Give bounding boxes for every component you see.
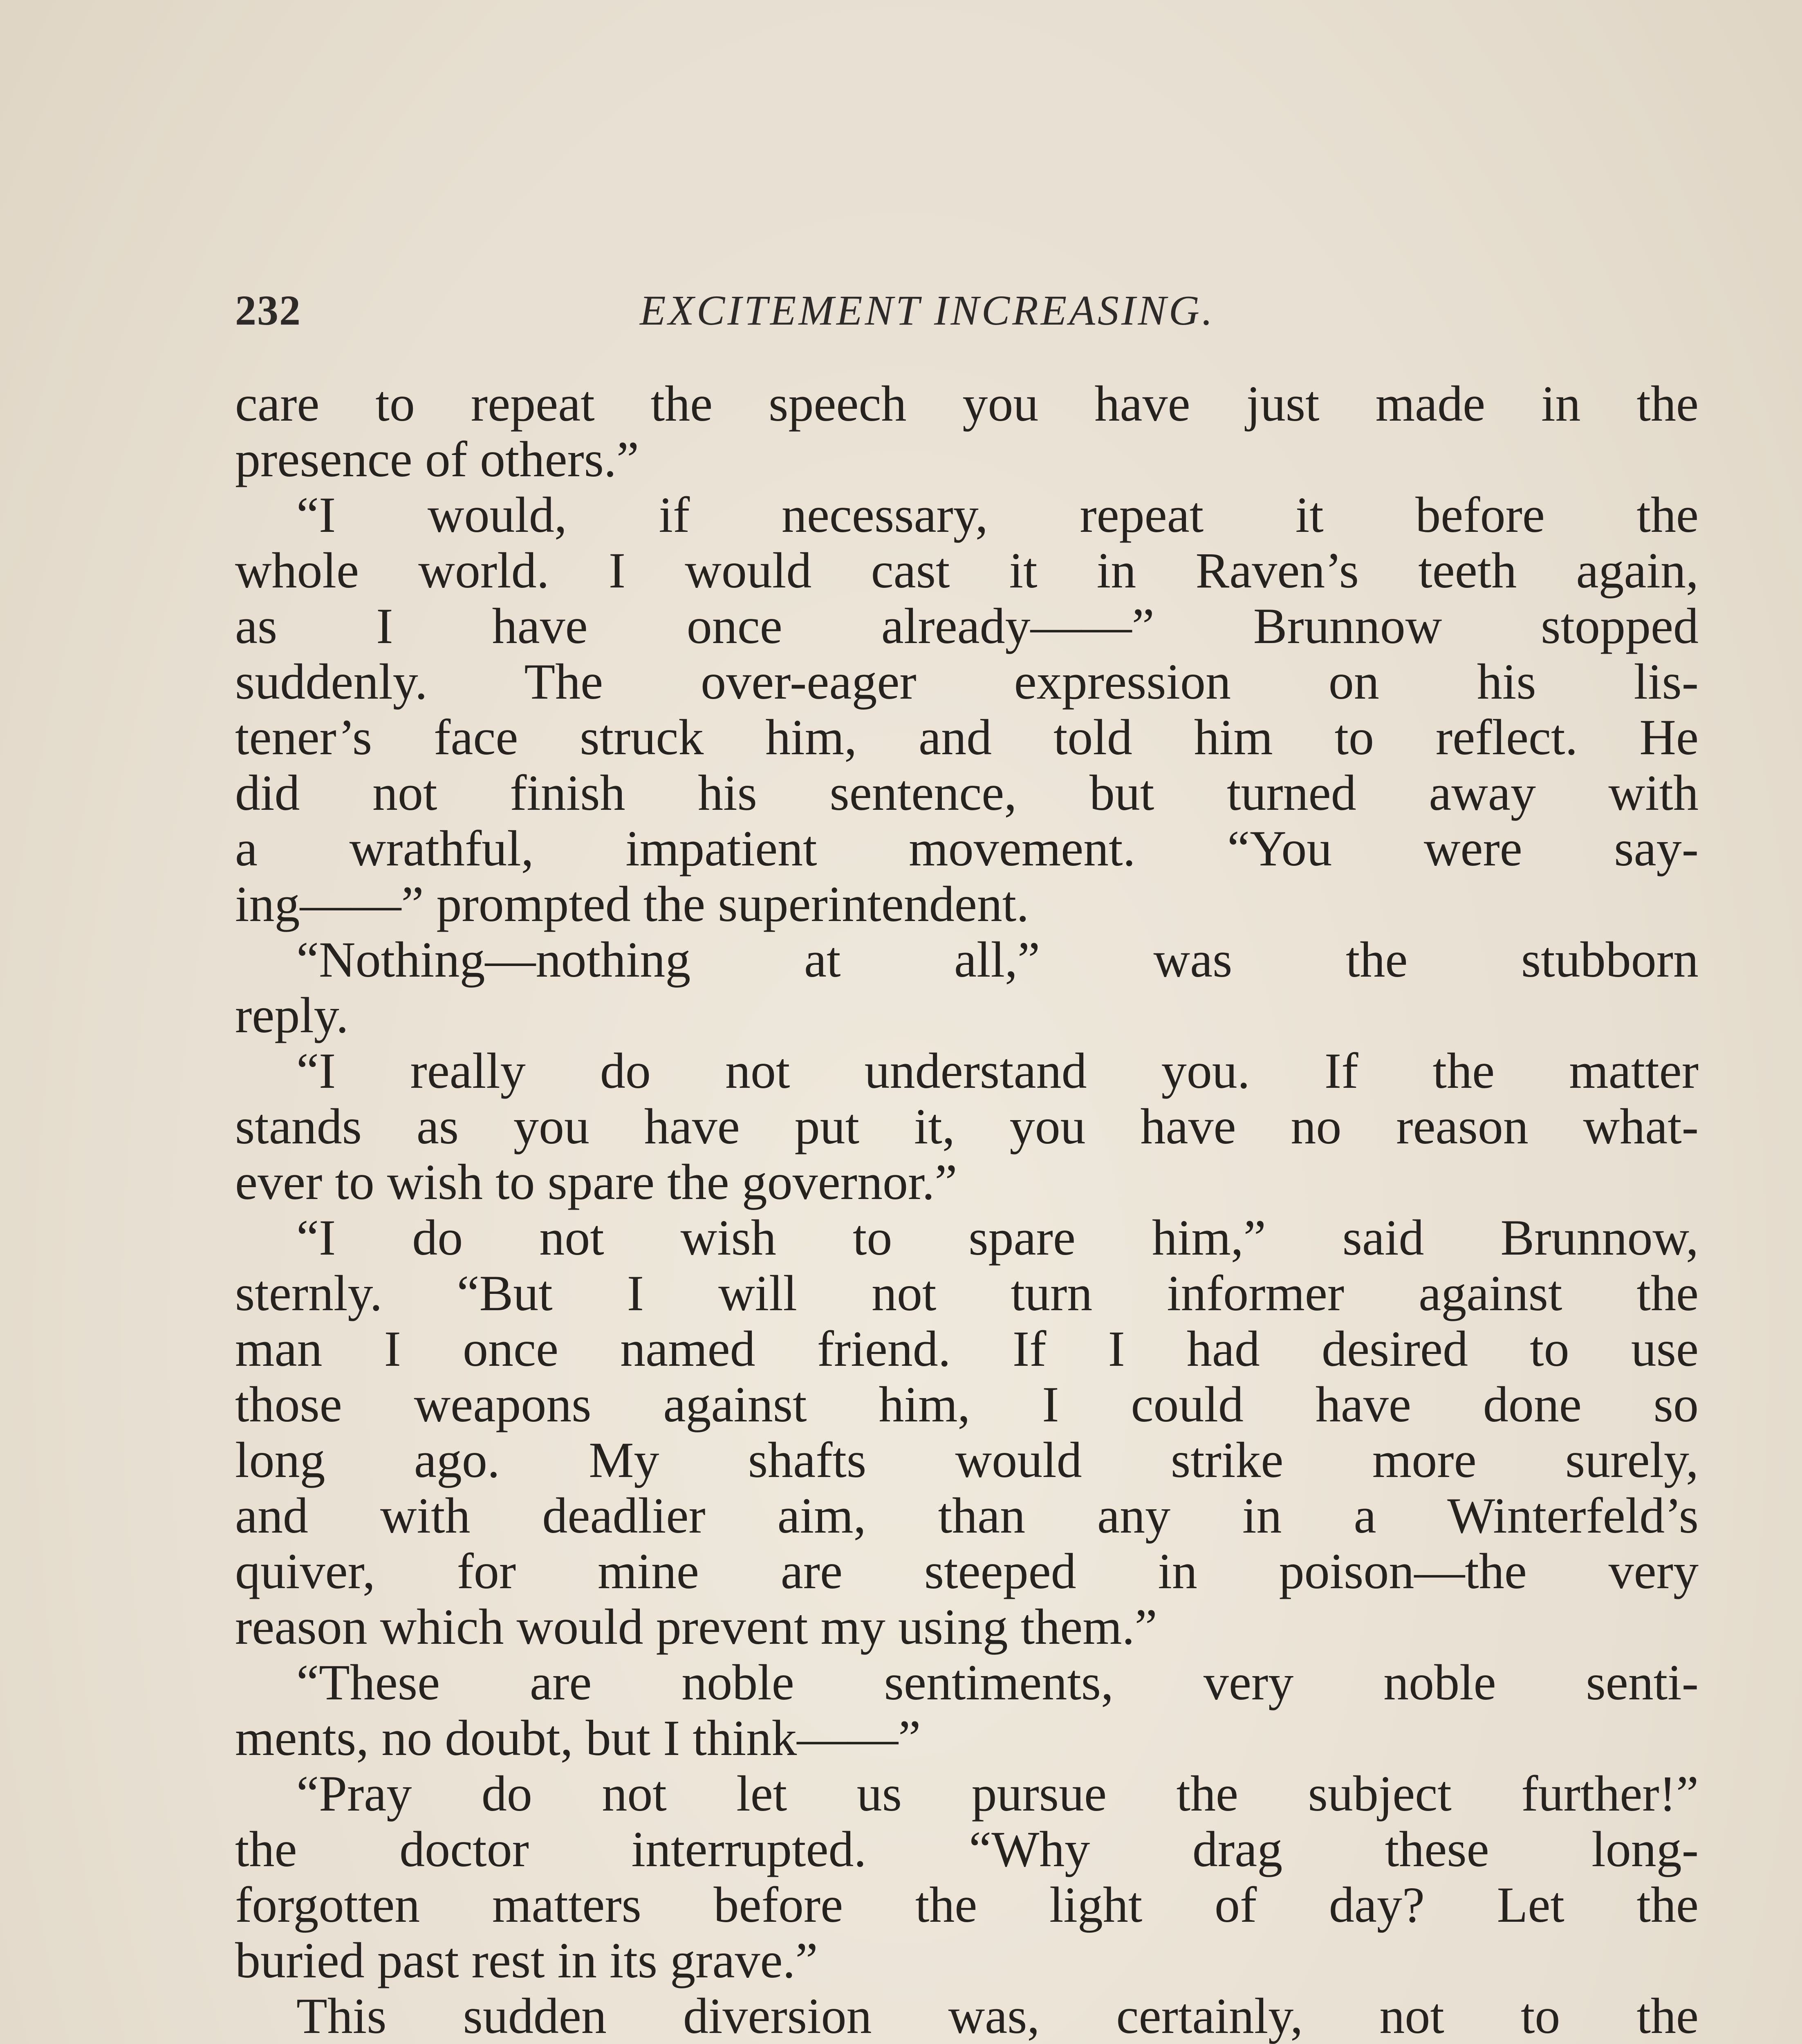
text-line: as I have once already——” Brunnow stopped	[235, 598, 1699, 654]
text-line: “I would, if necessary, repeat it before the	[296, 487, 1699, 543]
text-line: man I once named friend. If I had desired to use	[235, 1321, 1699, 1377]
text-line: the doctor interrupted. “Why drag these long-	[235, 1822, 1699, 1877]
text-line: tener’s face struck him, and told him to reflect. He	[235, 710, 1699, 765]
text-line: “Pray do not let us pursue the subject further!”	[296, 1766, 1699, 1822]
body-text	[235, 376, 1699, 2044]
text-line: stands as you have put it, you have no reason what-	[235, 1099, 1699, 1154]
text-line: reason which would prevent my using them.”	[235, 1599, 1157, 1655]
text-line: “Nothing—nothing at all,” was the stubborn	[296, 932, 1699, 988]
text-line: forgotten matters before the light of day? Let the	[235, 1877, 1699, 1933]
text-line: suddenly. The over-eager expression on his lis-	[235, 654, 1699, 710]
text-line: quiver, for mine are steeped in poison—the very	[235, 1544, 1699, 1599]
text-line: reply.	[235, 988, 349, 1043]
text-line: long ago. My shafts would strike more surely,	[235, 1432, 1699, 1488]
page-number: 232	[235, 287, 301, 334]
text-line: whole world. I would cast it in Raven’s teeth again,	[235, 543, 1699, 598]
text-line: presence of others.”	[235, 432, 639, 487]
text-line: a wrathful, impatient movement. “You were say-	[235, 821, 1699, 876]
text-line: care to repeat the speech you have just made in the	[235, 376, 1699, 432]
text-line: “I do not wish to spare him,” said Brunnow,	[296, 1210, 1699, 1266]
text-line: This sudden diversion was, certainly, not to the	[296, 1988, 1699, 2044]
text-line: those weapons against him, I could have done so	[235, 1377, 1699, 1432]
page-header	[235, 286, 1707, 343]
text-line: and with deadlier aim, than any in a Winterfeld’s	[235, 1488, 1699, 1544]
text-line: “I really do not understand you. If the matter	[296, 1043, 1699, 1099]
text-line: “These are noble sentiments, very noble senti-	[296, 1655, 1699, 1710]
text-line: ments, no doubt, but I think——”	[235, 1710, 921, 1766]
text-line: ever to wish to spare the governor.”	[235, 1154, 957, 1210]
text-line: did not finish his sentence, but turned away with	[235, 765, 1699, 821]
text-line: buried past rest in its grave.”	[235, 1933, 818, 1988]
text-line: sternly. “But I will not turn informer against the	[235, 1266, 1699, 1321]
text-line: ing——” prompted the superintendent.	[235, 876, 1029, 932]
running-head: EXCITEMENT INCREASING.	[640, 287, 1215, 334]
